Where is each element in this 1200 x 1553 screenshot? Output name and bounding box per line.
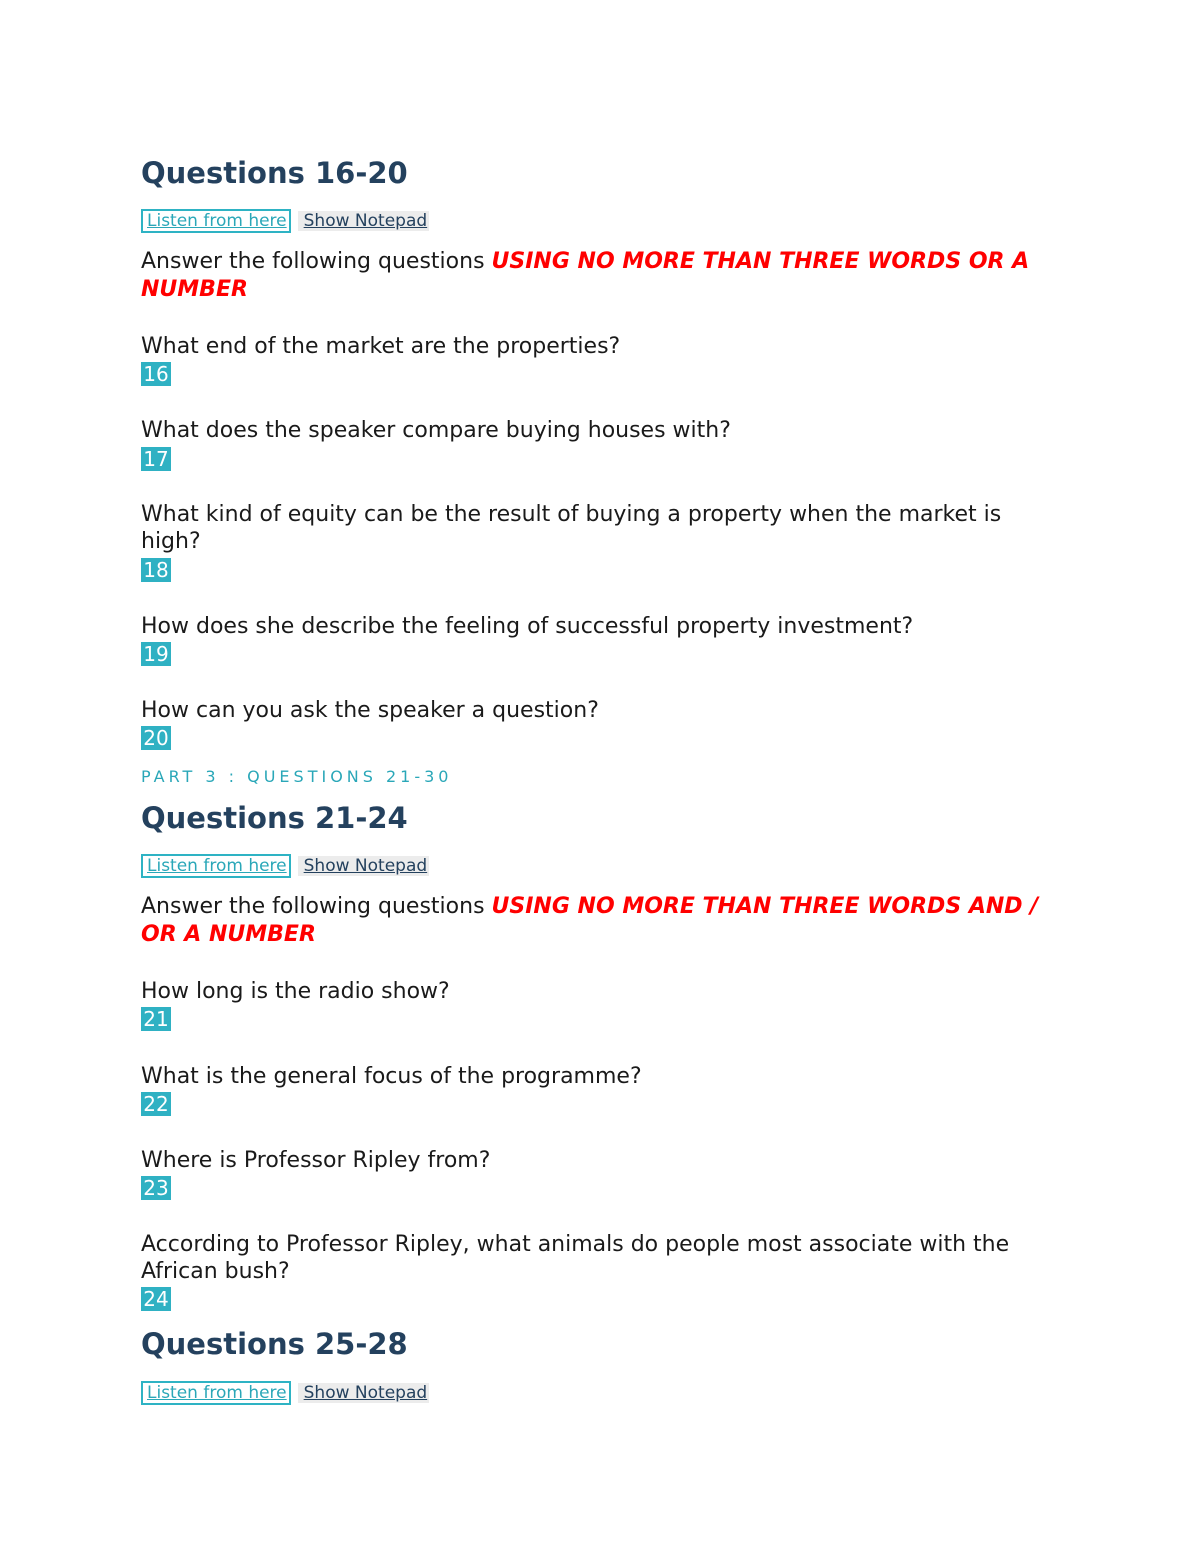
show-notepad-button[interactable]: Show Notepad	[298, 211, 430, 231]
audio-controls	[141, 1381, 429, 1405]
question-19: How does she describe the feeling of successful property investment?	[141, 614, 914, 639]
instruction-emphasis: USING NO MORE THAN THREE WORDS AND / OR A NUMBER	[141, 894, 1039, 947]
answer-box-18[interactable]: 18	[141, 558, 171, 582]
section-heading-16-20: Questions 16-20	[141, 156, 408, 190]
show-notepad-button[interactable]: Show Notepad	[298, 1383, 430, 1403]
instruction-emphasis: USING NO MORE THAN THREE WORDS OR A NUMBER	[141, 249, 1030, 302]
question-20: How can you ask the speaker a question?	[141, 698, 599, 723]
answer-box-17[interactable]: 17	[141, 447, 171, 471]
question-22: What is the general focus of the programme?	[141, 1064, 642, 1089]
answer-box-16[interactable]: 16	[141, 362, 171, 386]
answer-box-23[interactable]: 23	[141, 1176, 171, 1200]
answer-box-19[interactable]: 19	[141, 642, 171, 666]
section-heading-25-28: Questions 25-28	[141, 1327, 408, 1361]
answer-box-22[interactable]: 22	[141, 1092, 171, 1116]
audio-controls	[141, 209, 429, 233]
answer-box-20[interactable]: 20	[141, 726, 171, 750]
instruction-text	[141, 248, 1041, 304]
instruction-lead: Answer the following questions	[141, 249, 492, 274]
answer-box-24[interactable]: 24	[141, 1287, 171, 1311]
section-heading-21-24: Questions 21-24	[141, 801, 408, 835]
show-notepad-button[interactable]: Show Notepad	[298, 856, 430, 876]
listen-from-here-button[interactable]: Listen from here	[141, 209, 291, 233]
listen-from-here-button[interactable]: Listen from here	[141, 1381, 291, 1405]
question-21: How long is the radio show?	[141, 979, 450, 1004]
question-18: What kind of equity can be the result of buying a property when the market is high?	[141, 502, 1002, 554]
audio-controls	[141, 854, 429, 878]
question-23: Where is Professor Ripley from?	[141, 1148, 491, 1173]
question-16: What end of the market are the properties?	[141, 334, 621, 359]
instruction-text	[141, 893, 1041, 949]
listen-from-here-button[interactable]: Listen from here	[141, 854, 291, 878]
part-label: PART 3 : QUESTIONS 21-30	[141, 767, 453, 786]
question-24: According to Professor Ripley, what animals do people most associate with the African bush?	[141, 1232, 1010, 1284]
question-17: What does the speaker compare buying houses with?	[141, 418, 731, 443]
instruction-lead: Answer the following questions	[141, 894, 492, 919]
answer-box-21[interactable]: 21	[141, 1007, 171, 1031]
